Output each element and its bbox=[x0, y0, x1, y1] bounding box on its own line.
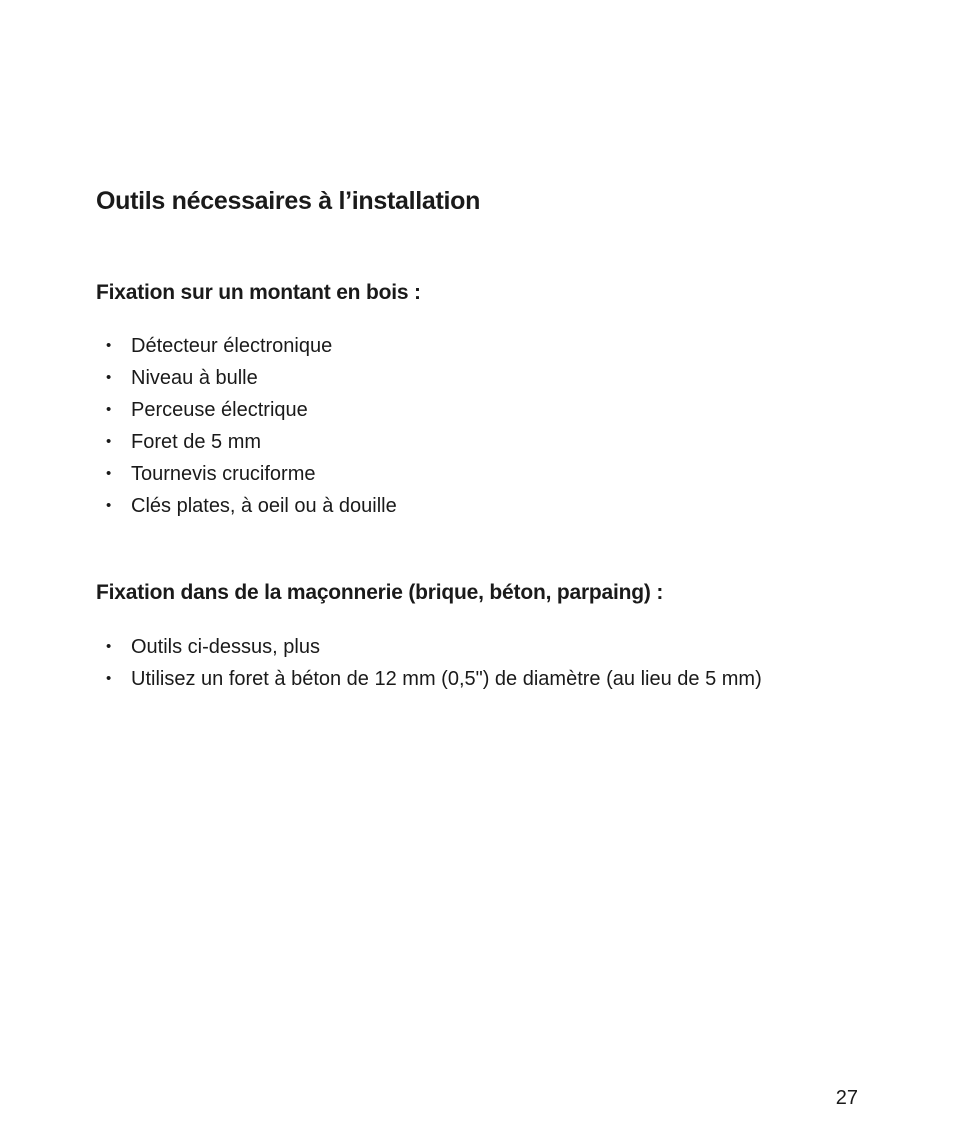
list-item-text: Outils ci-dessus, plus bbox=[131, 636, 320, 658]
bullet-icon: • bbox=[106, 465, 112, 482]
list-item-text: Niveau à bulle bbox=[131, 367, 258, 389]
list-item bbox=[106, 663, 762, 695]
page-title: Outils nécessaires à l’installation bbox=[96, 187, 481, 215]
list-item bbox=[106, 458, 397, 490]
bullet-icon: • bbox=[106, 337, 112, 354]
page-number: 27 bbox=[835, 1087, 858, 1109]
bullet-icon: • bbox=[106, 401, 112, 418]
section-heading-masonry: Fixation dans de la maçonnerie (brique, béton, parpaing) : bbox=[96, 581, 664, 604]
list-item-text: Détecteur électronique bbox=[131, 335, 333, 357]
section-heading-wood-stud: Fixation sur un montant en bois : bbox=[96, 281, 421, 304]
list-item-text: Tournevis cruciforme bbox=[131, 463, 316, 485]
list-item bbox=[106, 330, 397, 362]
list-item-text: Foret de 5 mm bbox=[131, 431, 262, 453]
list-item-text: Perceuse électrique bbox=[131, 399, 308, 421]
list-item bbox=[106, 631, 762, 663]
tools-list-wood-stud bbox=[106, 330, 397, 522]
bullet-icon: • bbox=[106, 670, 112, 687]
list-item-text: Utilisez un foret à béton de 12 mm (0,5") de diamètre (au lieu de 5 mm) bbox=[131, 668, 762, 690]
bullet-icon: • bbox=[106, 638, 112, 655]
list-item-text: Clés plates, à oeil ou à douille bbox=[131, 495, 397, 517]
tools-list-masonry bbox=[106, 631, 762, 695]
list-item bbox=[106, 362, 397, 394]
list-item bbox=[106, 426, 397, 458]
list-item bbox=[106, 394, 397, 426]
bullet-icon: • bbox=[106, 369, 112, 386]
list-item bbox=[106, 490, 397, 522]
bullet-icon: • bbox=[106, 497, 112, 514]
bullet-icon: • bbox=[106, 433, 112, 450]
